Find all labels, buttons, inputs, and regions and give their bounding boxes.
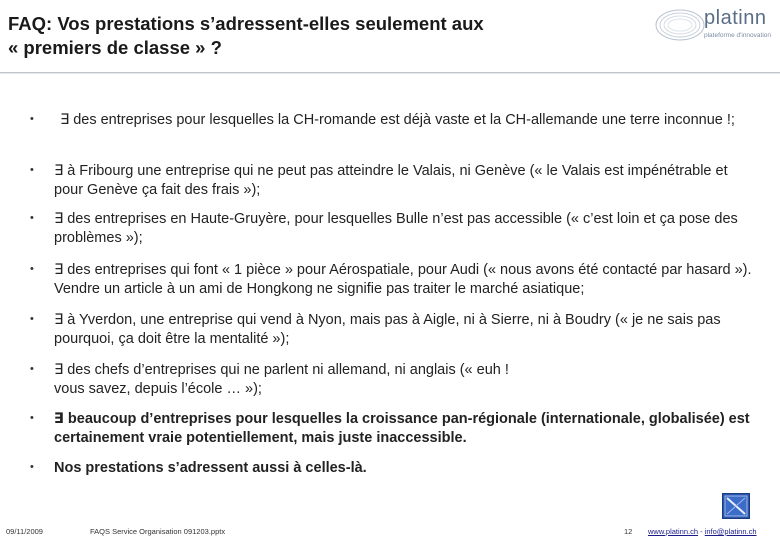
logo-swirl-icon: [652, 4, 706, 46]
bullet-text: ∃ des chefs d’entreprises qui ne parlent ni allemand, ni anglais (« euh ! vous savez, depuis l’école … »);: [54, 362, 509, 397]
page-number: 12: [624, 527, 633, 536]
slide-title: [8, 12, 568, 60]
logo-tagline: plateforme d'innovation: [704, 32, 772, 39]
bullet-marker: •: [30, 412, 34, 424]
footer-filename: FAQS Service Organisation 091203.pptx: [90, 527, 226, 536]
slide-footer: [0, 520, 780, 540]
title-line-2: « premiers de classe » ?: [8, 37, 222, 58]
website-link[interactable]: www.platinn.ch: [648, 527, 699, 536]
return-nav-button[interactable]: [722, 493, 750, 519]
footer-date: 09/11/2009: [6, 527, 43, 536]
bullet-text: ∃ à Fribourg une entreprise qui ne peut pas atteindre le Valais, ni Genève (« le Valais est impénétrable et pour Genève ça fait des frais »);: [54, 163, 728, 198]
footer-links: [648, 527, 757, 536]
return-arrow-icon: [723, 494, 749, 518]
bullet-marker: •: [30, 164, 34, 176]
bullet-marker: •: [30, 461, 34, 473]
footer-link-separator: -: [698, 527, 705, 536]
bullet-marker: •: [30, 113, 34, 125]
bullet-text: ∃ des entreprises en Haute-Gruyère, pour lesquelles Bulle n’est pas accessible (« c’est loin et ça pose des problèmes »);: [54, 211, 738, 246]
bullet-marker: •: [30, 363, 34, 375]
bullet-marker: •: [30, 212, 34, 224]
title-line-1: FAQ: Vos prestations s’adressent-elles seulement aux: [8, 13, 484, 34]
title-divider: [0, 72, 780, 73]
bullet-text: Nos prestations s’adressent aussi à celles-là.: [54, 460, 367, 476]
bullet-marker: •: [30, 313, 34, 325]
logo-wordmark: platinn: [704, 7, 767, 29]
bullet-text: ∃ beaucoup d’entreprises pour lesquelles la croissance pan-régionale (internationale, globalisée) est certainement vraie potentiellement, mais juste inaccessible.: [54, 411, 750, 446]
email-link[interactable]: info@platinn.ch: [704, 527, 757, 536]
bullet-text: ∃ des entreprises qui font « 1 pièce » pour Aérospatiale, pour Audi (« nous avons été contacté par hasard »). Vendre un article à un ami de Hongkong ne signifie pas traiter le marché asiatique;: [54, 262, 752, 297]
platinn-logo: [652, 4, 776, 46]
bullet-text: ∃ des entreprises pour lesquelles la CH-romande est déjà vaste et la CH-allemande une terre inconnue !;: [60, 112, 735, 128]
bullet-marker: •: [30, 263, 34, 275]
bullet-text: ∃ à Yverdon, une entreprise qui vend à Nyon, mais pas à Aigle, ni à Sierre, ni à Boudry (« je ne sais pas pourquoi, ça doit être la mentalité »);: [54, 312, 721, 347]
